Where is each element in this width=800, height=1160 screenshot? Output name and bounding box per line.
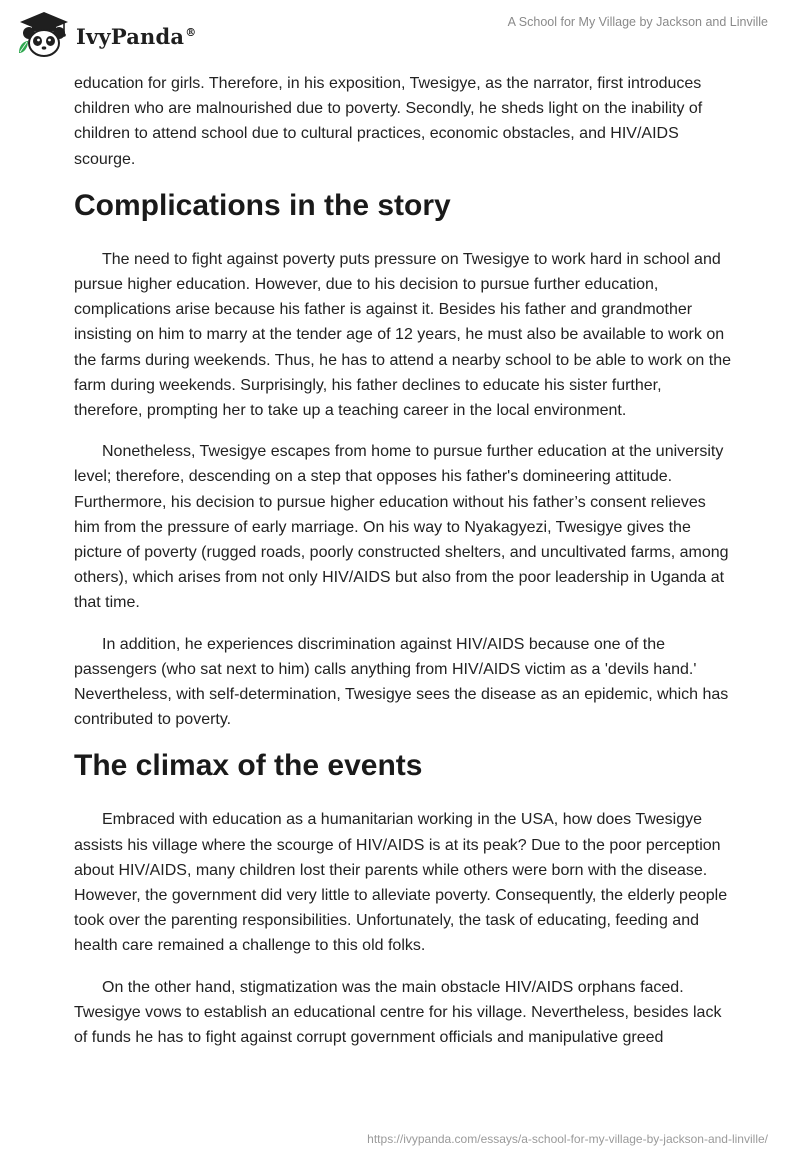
- section-heading-climax: The climax of the events: [74, 749, 423, 783]
- essay-body: [74, 71, 734, 1066]
- paragraph: education for girls. Therefore, in his exposition, Twesigye, as the narrator, first introduces children who are malnourished due to poverty. Secondly, he sheds light on the inability of children to attend school due to cultural practices, economic obstacles, and HIV/AIDS scourge.: [74, 75, 703, 168]
- source-url[interactable]: https://ivypanda.com/essays/a-school-for-my-village-by-jackson-and-linville/: [367, 1132, 768, 1146]
- paragraph: The need to fight against poverty puts pressure on Twesigye to work hard in school and pursue higher education. However, due to his decision to pursue further education, complications arise because his father is against it. Besides his father and grandmother insisting on him to marry at the tender age of 12 years, he must also be available to work on the farms during weekends. Thus, he has to attend a nearby school to be able to work on the farm during weekends. Surprisingly, his father declines to educate his sister further, therefore, prompting her to take up a teaching career in the local environment.: [74, 250, 731, 420]
- paragraph: On the other hand, stigmatization was the main obstacle HIV/AIDS orphans faced. Twesigye vows to establish an educational centre for his village. Nevertheless, besides lack of funds he has to fight against corrupt government officials and manipulative greed: [74, 978, 722, 1047]
- registered-mark: ®: [185, 25, 197, 39]
- brand-name: IvyPanda®: [76, 23, 197, 49]
- paragraph: Embraced with education as a humanitarian working in the USA, how does Twesigye assists his village where the scourge of HIV/AIDS is at its peak? Due to the poor perception about HIV/AIDS, many children lost their parents while others were born with the disease. However, the government did very little to alleviate poverty. Consequently, the elderly people took over the parenting responsibilities. Unfortunately, the task of educating, feeding and health care remained a challenge to this old folks.: [74, 811, 728, 955]
- ivypanda-logo[interactable]: [14, 8, 196, 60]
- page-header: [0, 0, 800, 70]
- section-heading-complications: Complications in the story: [74, 188, 451, 222]
- paragraph: In addition, he experiences discrimination against HIV/AIDS because one of the passengers (who sat next to him) calls anything from HIV/AIDS victim as a 'devils hand.' Nevertheless, with self-determination, Twesigye sees the disease as an epidemic, which has contributed to poverty.: [74, 635, 729, 729]
- document-title: A School for My Village by Jackson and Linville: [507, 15, 768, 29]
- paragraph: Nonetheless, Twesigye escapes from home to pursue further education at the university level; therefore, descending on a step that opposes his father's domineering attitude. Furthermore, his decision to pursue higher education without his father’s consent relieves him from the pressure of early marriage. On his way to Nyakagyezi, Twesigye gives the picture of poverty (rugged roads, poorly constructed shelters, and uncultivated farms, among others), which arises from not only HIV/AIDS but also from the poor leadership in Uganda at that time.: [74, 443, 729, 612]
- panda-graduate-icon: [14, 8, 74, 60]
